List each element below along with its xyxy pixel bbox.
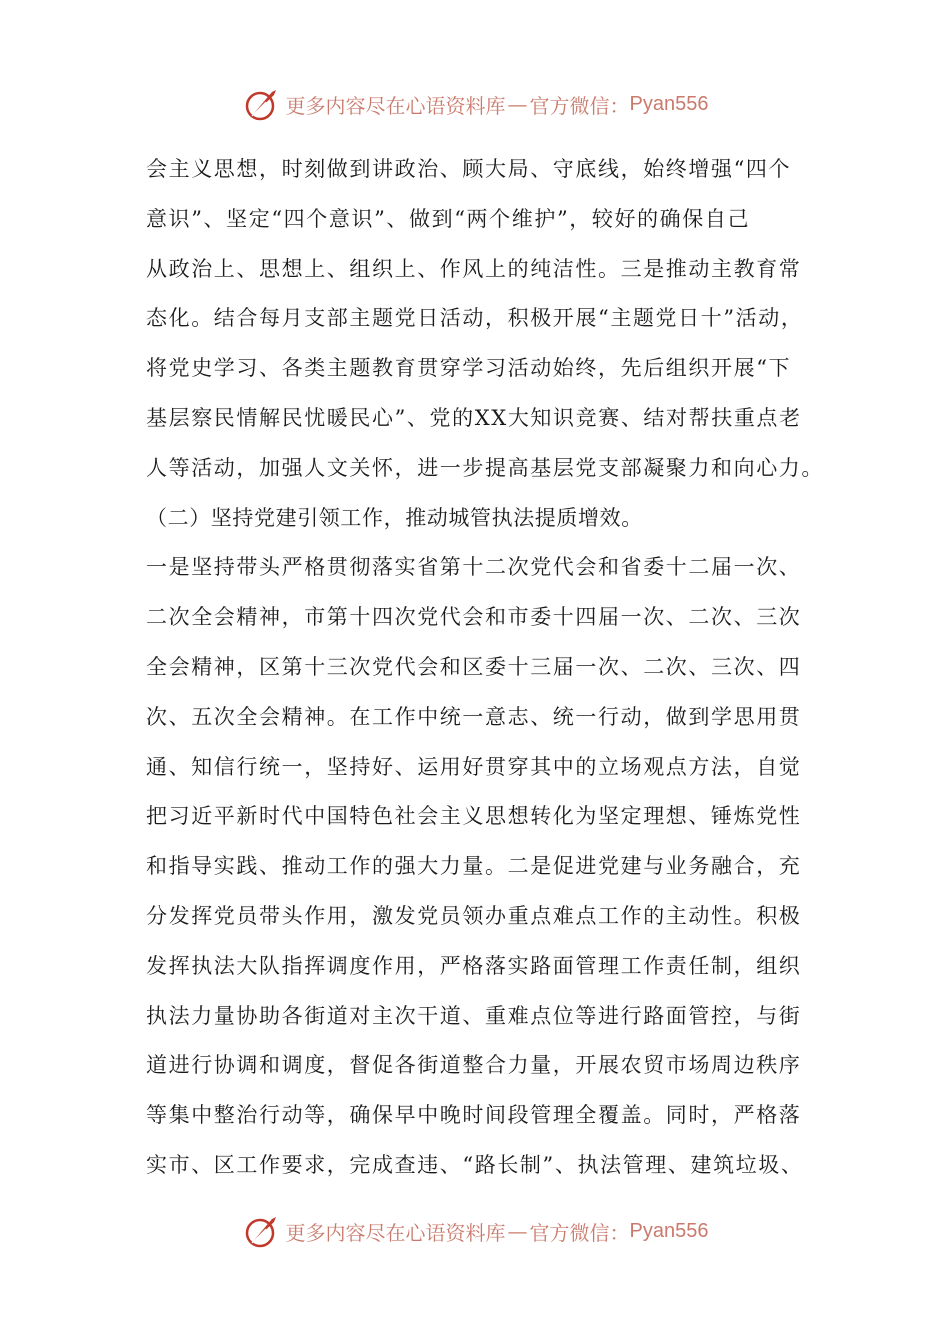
banner-title: 更多内容尽在心语资料库 bbox=[285, 93, 506, 118]
text-line: 次、五次全会精神。在工作中统一意志、统一行动，做到学思用贯 bbox=[146, 704, 802, 729]
quill-logo-icon bbox=[242, 1211, 282, 1251]
text-line: 意识”、坚定“四个意识”、做到“两个维护”，较好的确保自己 bbox=[146, 206, 751, 231]
banner-wechat-label: 官方微信： bbox=[529, 93, 630, 118]
text-line: 分发挥党员带头作用，激发党员领办重点难点工作的主动性。积极 bbox=[146, 903, 802, 928]
text-line: 将党史学习、各类主题教育贯穿学习活动始终，先后组织开展“下 bbox=[146, 356, 792, 381]
quill-logo-icon bbox=[242, 84, 282, 124]
text-line: 通、知信行统一，坚持好、运用好贯穿其中的立场观点方法，自觉 bbox=[146, 754, 802, 779]
banner-wechat-id: Pyan556 bbox=[629, 92, 709, 115]
text-line: 发挥执法大队指挥调度作用，严格落实路面管理工作责任制，组织 bbox=[146, 953, 802, 978]
text-line: 实市、区工作要求，完成查违、“路长制”、执法管理、建筑垃圾、 bbox=[146, 1152, 804, 1177]
text-line: 态化。结合每月支部主题党日活动，积极开展“主题党日十”活动， bbox=[146, 306, 804, 331]
text-line: 和指导实践、推动工作的强大力量。二是促进党建与业务融合，充 bbox=[146, 854, 802, 879]
document-body bbox=[146, 145, 826, 1191]
text-line: 等集中整治行动等，确保早中晚时间段管理全覆盖。同时，严格落 bbox=[146, 1103, 802, 1128]
text-line: 全会精神，区第十三次党代会和区委十三届一次、二次、三次、四 bbox=[146, 654, 802, 679]
header-watermark-banner bbox=[0, 84, 950, 124]
banner-title: 更多内容尽在心语资料库 bbox=[285, 1220, 506, 1245]
text-line: 把习近平新时代中国特色社会主义思想转化为坚定理想、锤炼党性 bbox=[146, 804, 802, 829]
text-line: 会主义思想，时刻做到讲政治、顾大局、守底线，始终增强“四个 bbox=[146, 157, 792, 181]
section-heading: （二）坚持党建引领工作，推动城管执法提质增效。 bbox=[146, 505, 643, 530]
text-line: 二次全会精神，市第十四次党代会和市委十四届一次、二次、三次 bbox=[146, 605, 802, 630]
banner-wechat-id: Pyan556 bbox=[629, 1219, 709, 1242]
text-line: 执法力量协助各街道对主次干道、重难点位等进行路面管控，与街 bbox=[146, 1003, 802, 1028]
banner-separator: — bbox=[507, 1219, 528, 1243]
footer-watermark-banner bbox=[0, 1211, 950, 1251]
text-line: 人等活动，加强人文关怀，进一步提高基层党支部凝聚力和向心力。 bbox=[146, 455, 824, 480]
text-line: 基层察民情解民忧暖民心”、党的XX大知识竞赛、结对帮扶重点老 bbox=[146, 405, 802, 430]
banner-wechat-label: 官方微信： bbox=[529, 1220, 630, 1245]
banner-separator: — bbox=[507, 92, 528, 116]
text-line: 道进行协调和调度，督促各街道整合力量，开展农贸市场周边秩序 bbox=[146, 1053, 802, 1078]
text-line: 一是坚持带头严格贯彻落实省第十二次党代会和省委十二届一次、 bbox=[146, 555, 802, 580]
text-line: 从政治上、思想上、组织上、作风上的纯洁性。三是推动主教育常 bbox=[146, 256, 802, 281]
